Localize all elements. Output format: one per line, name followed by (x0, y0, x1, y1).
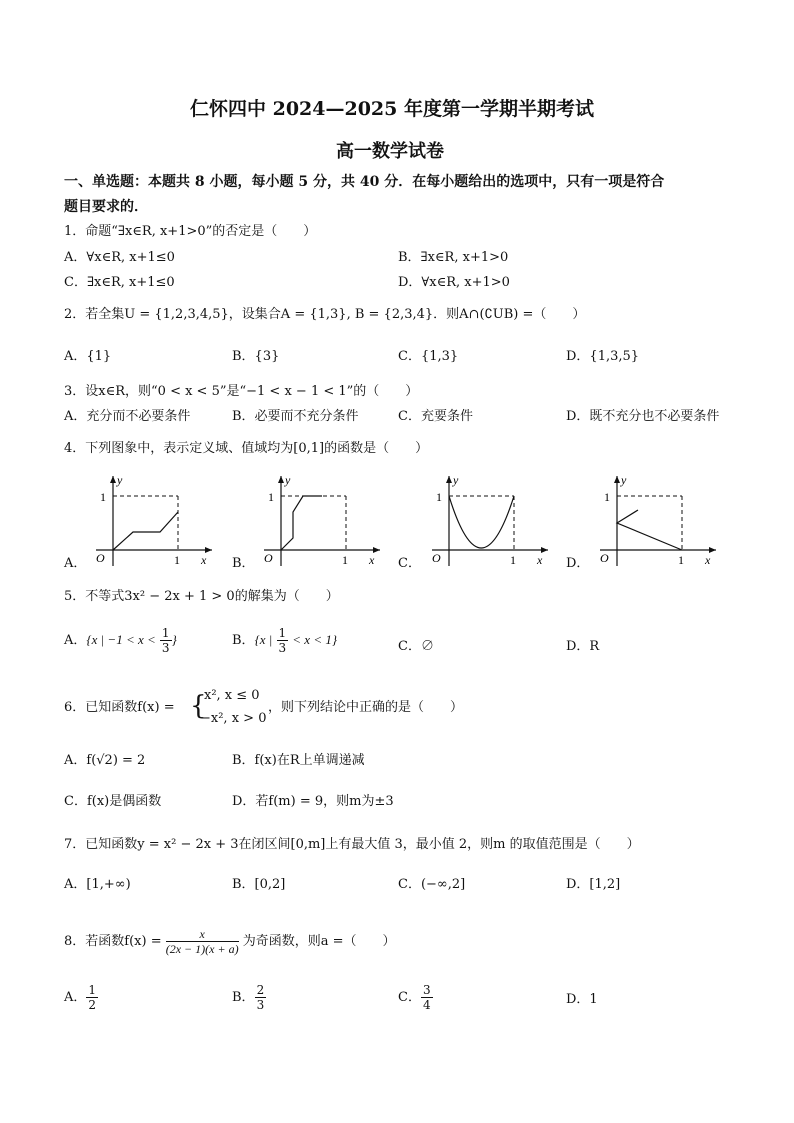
graph-a-x-label: x (201, 553, 207, 567)
graph-d-x-label: x (705, 553, 711, 567)
question-6-option-a: A．f(√2) = 2 (64, 753, 146, 768)
fraction-one-third (277, 626, 289, 655)
question-8-stem (64, 927, 396, 956)
question-2-option-a: A．{1} (64, 349, 112, 364)
question-8-numerator: x (166, 927, 239, 942)
question-5-option-a-set-right: } (171, 632, 177, 647)
question-4-stem: 4．下列图象中，表示定义域、值域均为[0,1]的函数是（ ） (64, 441, 429, 456)
fraction-denominator: 3 (278, 641, 287, 655)
fraction-denominator: 4 (422, 998, 431, 1012)
question-4-option-d: D． (566, 556, 590, 571)
graph-b-x-label: x (369, 553, 375, 567)
graph-b-y-label: y (285, 473, 291, 487)
question-1-stem: 1．命题“∃x∈R, x+1>0”的否定是（ ） (64, 224, 317, 239)
question-8-fraction (166, 927, 239, 956)
question-7-option-a: A．[1,+∞) (64, 877, 131, 892)
graph-d (592, 470, 722, 570)
fraction-denominator: 2 (88, 998, 97, 1012)
question-5-option-d: D．R (566, 639, 600, 654)
graph-b-origin: O (264, 551, 273, 565)
question-5-option-b-set-left: {x | (254, 632, 273, 647)
graph-a-y-label: y (117, 473, 123, 487)
question-8-option-d: D．1 (566, 992, 598, 1007)
question-5-option-b (232, 626, 337, 655)
question-4-option-c: C． (398, 556, 421, 571)
graph-d-y-one: 1 (604, 490, 610, 504)
question-1-option-c: C．∃x∈R, x+1≤0 (64, 275, 175, 290)
fraction-numerator: 1 (161, 626, 170, 640)
fraction-two-thirds (255, 983, 267, 1012)
exam-subtitle: 高一数学试卷 (336, 141, 444, 162)
question-6-option-d: D．若f(m) = 9，则m为±3 (232, 794, 394, 809)
brace-icon: { (190, 691, 207, 721)
graph-a-x-one: 1 (174, 553, 180, 567)
question-5-option-b-label: B． (232, 633, 255, 648)
graph-c-origin: O (432, 551, 441, 565)
question-8-denominator: (2x − 1)(x + a) (165, 942, 239, 956)
fraction-one-half (86, 983, 98, 1012)
fraction-numerator: 1 (88, 983, 97, 997)
question-1-option-b: B．∃x∈R, x+1>0 (398, 250, 509, 265)
question-2-stem: 2．若全集U = {1,2,3,4,5}，设集合A = {1,3}, B = {2,3,4}．则A∩(∁UB) =（ ） (64, 307, 586, 322)
graph-d-x-one: 1 (678, 553, 684, 567)
question-8-stem-right: 为奇函数，则a =（ ） (242, 934, 396, 949)
question-8-option-a (64, 983, 98, 1012)
question-4-option-a: A． (64, 556, 87, 571)
question-1-option-a: A．∀x∈R, x+1≤0 (64, 250, 175, 265)
question-5-option-b-set-right: < x < 1} (292, 632, 338, 647)
graph-a (88, 470, 218, 570)
question-6-option-b: B．f(x)在R上单调递减 (232, 753, 365, 768)
question-8-option-b-label: B． (232, 990, 255, 1005)
graph-b (256, 470, 386, 570)
question-7-option-b: B．[0,2] (232, 877, 286, 892)
graph-d-origin: O (600, 551, 609, 565)
graph-b-x-one: 1 (342, 553, 348, 567)
graph-c-x-one: 1 (510, 553, 516, 567)
question-6-stem-left: 6．已知函数f(x) = (64, 700, 175, 715)
question-6-stem-right: ，则下列结论中正确的是（ ） (268, 700, 464, 715)
question-2-option-d: D．{1,3,5} (566, 349, 640, 364)
fraction-numerator: 3 (422, 983, 431, 997)
question-6-piece-1: x², x ≤ 0 (204, 688, 260, 703)
graph-c-y-one: 1 (436, 490, 442, 504)
question-3-option-d: D．既不充分也不必要条件 (566, 409, 720, 424)
question-3-option-b: B．必要而不充分条件 (232, 409, 359, 424)
fraction-denominator: 3 (256, 998, 265, 1012)
question-6-piece-2: −x², x > 0 (200, 711, 267, 726)
question-5-option-a-label: A． (64, 633, 87, 648)
graph-c-x-label: x (537, 553, 543, 567)
question-5-option-a (64, 626, 177, 655)
question-8-stem-left: 8．若函数f(x) = (64, 934, 162, 949)
section-heading-cont: 题目要求的． (64, 199, 148, 215)
question-8-option-a-label: A． (64, 990, 87, 1005)
graph-c (424, 470, 554, 570)
question-5-stem: 5．不等式3x² − 2x + 1 > 0的解集为（ ） (64, 589, 339, 604)
question-1-option-d: D．∀x∈R, x+1>0 (398, 275, 510, 290)
question-5-option-c: C．∅ (398, 639, 434, 654)
question-7-option-d: D．[1,2] (566, 877, 621, 892)
question-2-option-c: C．{1,3} (398, 349, 459, 364)
question-8-option-c (398, 983, 433, 1012)
fraction-three-quarters (421, 983, 433, 1012)
fraction-one-third (160, 626, 172, 655)
question-6-option-c: C．f(x)是偶函数 (64, 794, 162, 809)
question-8-option-c-label: C． (398, 990, 421, 1005)
fraction-numerator: 1 (278, 626, 287, 640)
graph-a-origin: O (96, 551, 105, 565)
question-3-option-a: A．充分而不必要条件 (64, 409, 191, 424)
section-heading: 一、单选题：本题共 8 小题，每小题 5 分，共 40 分．在每小题给出的选项中，只有一项是符合 (64, 174, 665, 190)
question-2-option-b: B．{3} (232, 349, 280, 364)
question-7-option-c: C．(−∞,2] (398, 877, 466, 892)
question-3-stem: 3．设x∈R，则“0 < x < 5”是“−1 < x − 1 < 1”的（ ） (64, 384, 419, 399)
fraction-denominator: 3 (161, 641, 170, 655)
question-5-option-a-set-left: {x | −1 < x < (86, 632, 156, 647)
graph-a-y-one: 1 (100, 490, 106, 504)
question-8-option-b (232, 983, 266, 1012)
question-4-option-b: B． (232, 556, 255, 571)
fraction-numerator: 2 (256, 983, 265, 997)
question-3-option-c: C．充要条件 (398, 409, 473, 424)
graph-c-y-label: y (453, 473, 459, 487)
graph-d-y-label: y (621, 473, 627, 487)
question-7-stem: 7．已知函数y = x² − 2x + 3在闭区间[0,m]上有最大值 3，最小值 2，则m 的取值范围是（ ） (64, 837, 640, 852)
exam-title: 仁怀四中 2024—2025 年度第一学期半期考试 (190, 98, 594, 120)
graph-b-y-one: 1 (268, 490, 274, 504)
